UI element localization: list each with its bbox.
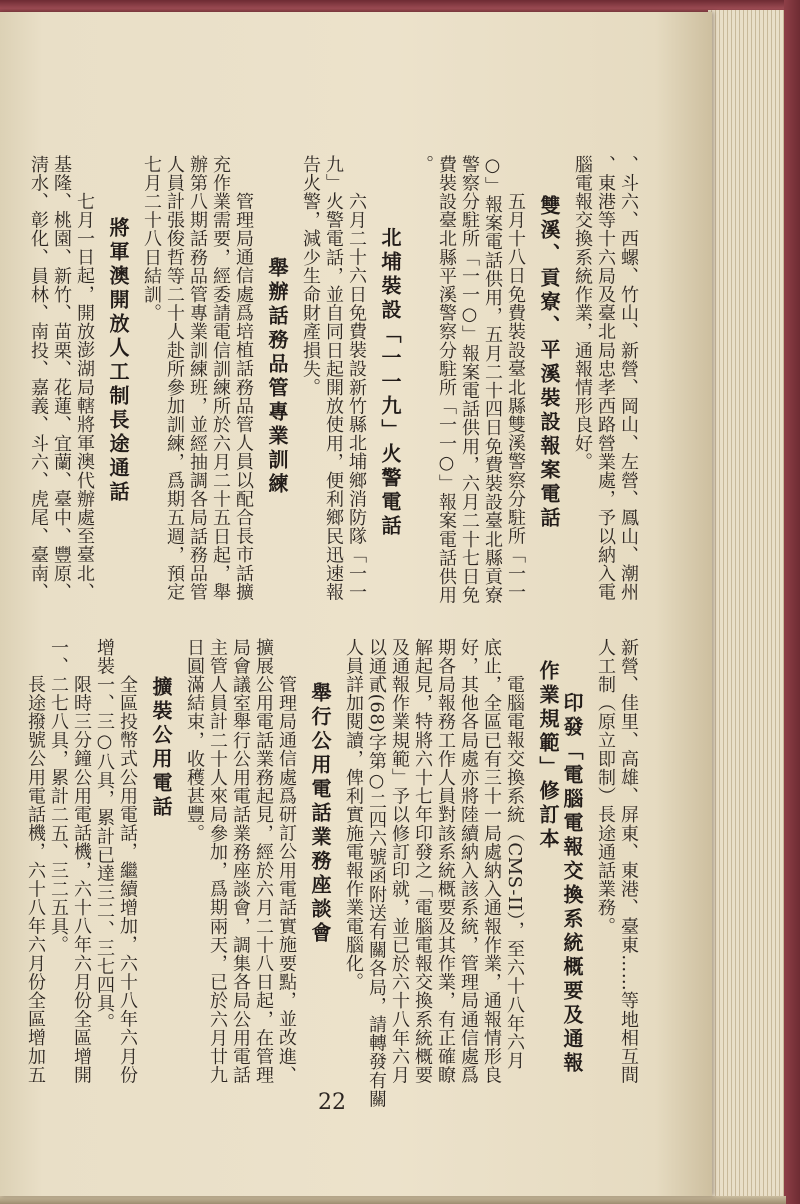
paragraph-line: 增裝一、三○八具，累計已達三二、三七四具。 [94, 638, 115, 1032]
section-heading: 舉辦話務品管專業訓練 [265, 257, 289, 497]
section-heading: 北埔裝設「一一九」火警電話 [378, 227, 402, 539]
paragraph-line: 充作業需要，經委請電信訓練所於六月二十五日起，舉 [210, 155, 231, 602]
paragraph-line: 費裝設臺北縣平溪警察分駐所「一一○」報案電話供用 [436, 155, 457, 605]
paragraph-line: ○」報案電話供用，五月二十四日免費裝設臺北縣貢寮 [482, 155, 503, 605]
book-cover-right-edge [784, 0, 800, 1204]
paragraph-line: 局會議室舉行公用電話業務座談會，調集各局公用電話 [230, 638, 251, 1085]
paragraph-line: 七月二十八日結訓。 [141, 155, 162, 323]
continued-paragraph [571, 155, 640, 603]
paragraph-line: 電腦電報交換系統（CMS-II），至六十八年六月 [504, 675, 525, 1070]
paragraph-line: 日圓滿結束，收穫甚豐。 [184, 638, 205, 843]
paragraph-line: 長途撥號公用電話機，六十八年六月份全區增加五 [25, 675, 46, 1085]
paragraph-line: 限時三分鐘公用電話機，六十八年六月份全區增開 [71, 675, 92, 1085]
upper-text-block [22, 155, 640, 603]
paragraph-line: 、斗六、西螺、竹山、新營、岡山、左營、鳳山、潮州 [618, 155, 639, 602]
paragraph-line: 底止，全區已有三十一局處納入通報作業，通報情形良 [481, 638, 502, 1085]
paragraph-line: 管理局通信處爲研訂公用電話實施要點，並改進、 [276, 675, 297, 1085]
paragraph-line: 管理局通信處爲培植話務品管人員以配合長市話擴 [233, 192, 254, 602]
paragraph-line: 以通貳(68)字第○二四六號函附送有關各局，請轉發有關 [366, 638, 387, 1109]
paragraph-line: 及通報作業規範」予以修訂印就，並已於六十八年六月 [389, 638, 410, 1085]
paragraph-line: 人員計張俊哲等二十人赴所參加訓練，爲期五週，預定 [164, 155, 185, 602]
section-heading: 雙溪、貢寮、平溪裝設報案電話 [537, 195, 561, 531]
continued-paragraph [594, 638, 640, 1086]
stacked-page-edges [708, 10, 786, 1204]
news-item [140, 155, 289, 603]
paragraph-line: 辦第八期話務品管專業訓練班，並經抽調各局話務品管 [187, 155, 208, 602]
paragraph-line: 新營、佳里、高雄、屏東、東港、臺東……等地相互間 [618, 638, 639, 1085]
news-item [412, 155, 561, 603]
news-item [342, 638, 584, 1109]
paragraph-line: 主管人員計二十人來局參加，爲期兩天，已於六月廿九 [207, 638, 228, 1085]
news-item [183, 638, 332, 1086]
section-heading [536, 638, 584, 1086]
paragraph-line: 九」火警電話，並自同日起開放使用，便利鄉民迅速報 [323, 155, 344, 602]
paragraph-line: 告火警，減少生命財產損失。 [300, 155, 321, 397]
section-heading-line: 印發「電腦電報交換系統概要及通報 [560, 692, 584, 1076]
paragraph-line: 七月一日起，開放澎湖局轄將軍澳代辦處至臺北、 [74, 192, 95, 602]
paragraph-line: 六月二十六日免費裝設新竹縣北埔鄉消防隊「一一 [346, 192, 367, 602]
paragraph-line: 一、二七八具，累計二五、三二五具。 [48, 638, 69, 955]
page-number: 22 [318, 1090, 346, 1115]
paragraph-line: 淸水、彰化、員林、南投、嘉義、斗六、虎尾、臺南、 [28, 155, 49, 602]
section-heading-line: 作業規範」修訂本 [536, 660, 560, 852]
news-item [299, 155, 402, 603]
section-heading: 舉行公用電話業務座談會 [308, 682, 332, 946]
paragraph-line: 期各局報務工作人員對該系統概要及其作業，有正確瞭 [435, 638, 456, 1085]
paragraph-line: 基隆、桃園、新竹、苗栗、花蓮、宜蘭、臺中、豐原、 [51, 155, 72, 602]
paragraph-line: 擴展公用電話業務起見，經於六月二十八日起，在管理 [253, 638, 274, 1085]
section-heading: 將軍澳開放人工制長途通話 [106, 217, 130, 505]
paragraph-line: 全區投幣式公用電話，繼續增加，六十八年六月份 [117, 675, 138, 1085]
news-item [27, 155, 130, 603]
paragraph-line: 人員詳加閱讀，俾利實施電報作業電腦化。 [343, 638, 364, 992]
paragraph-line: 五月十八日免費裝設臺北縣雙溪警察分駐所「一一 [505, 192, 526, 602]
paragraph-line: 腦電報交換系統作業，通報情形良好。 [572, 155, 593, 472]
page-bottom-edge [0, 1196, 786, 1204]
paragraph-line: 人工制（原立即制）長途通話業務。 [595, 638, 616, 936]
paragraph-line: 解起見，特將六十七年印發之「電腦電報交換系統概要 [412, 638, 433, 1085]
news-item [24, 638, 173, 1086]
paragraph-line: 警察分駐所「一一○」報案電話供用，六月二十七日免 [459, 155, 480, 605]
paragraph-line: 、東港等十六局及臺北局忠孝西路營業處，予以納入電 [595, 155, 616, 602]
paragraph-line: 好，其他各局處亦將陸續納入該系統，管理局通信處爲 [458, 638, 479, 1085]
section-heading: 擴裝公用電話 [149, 676, 173, 820]
paragraph-line: 。 [413, 155, 434, 174]
